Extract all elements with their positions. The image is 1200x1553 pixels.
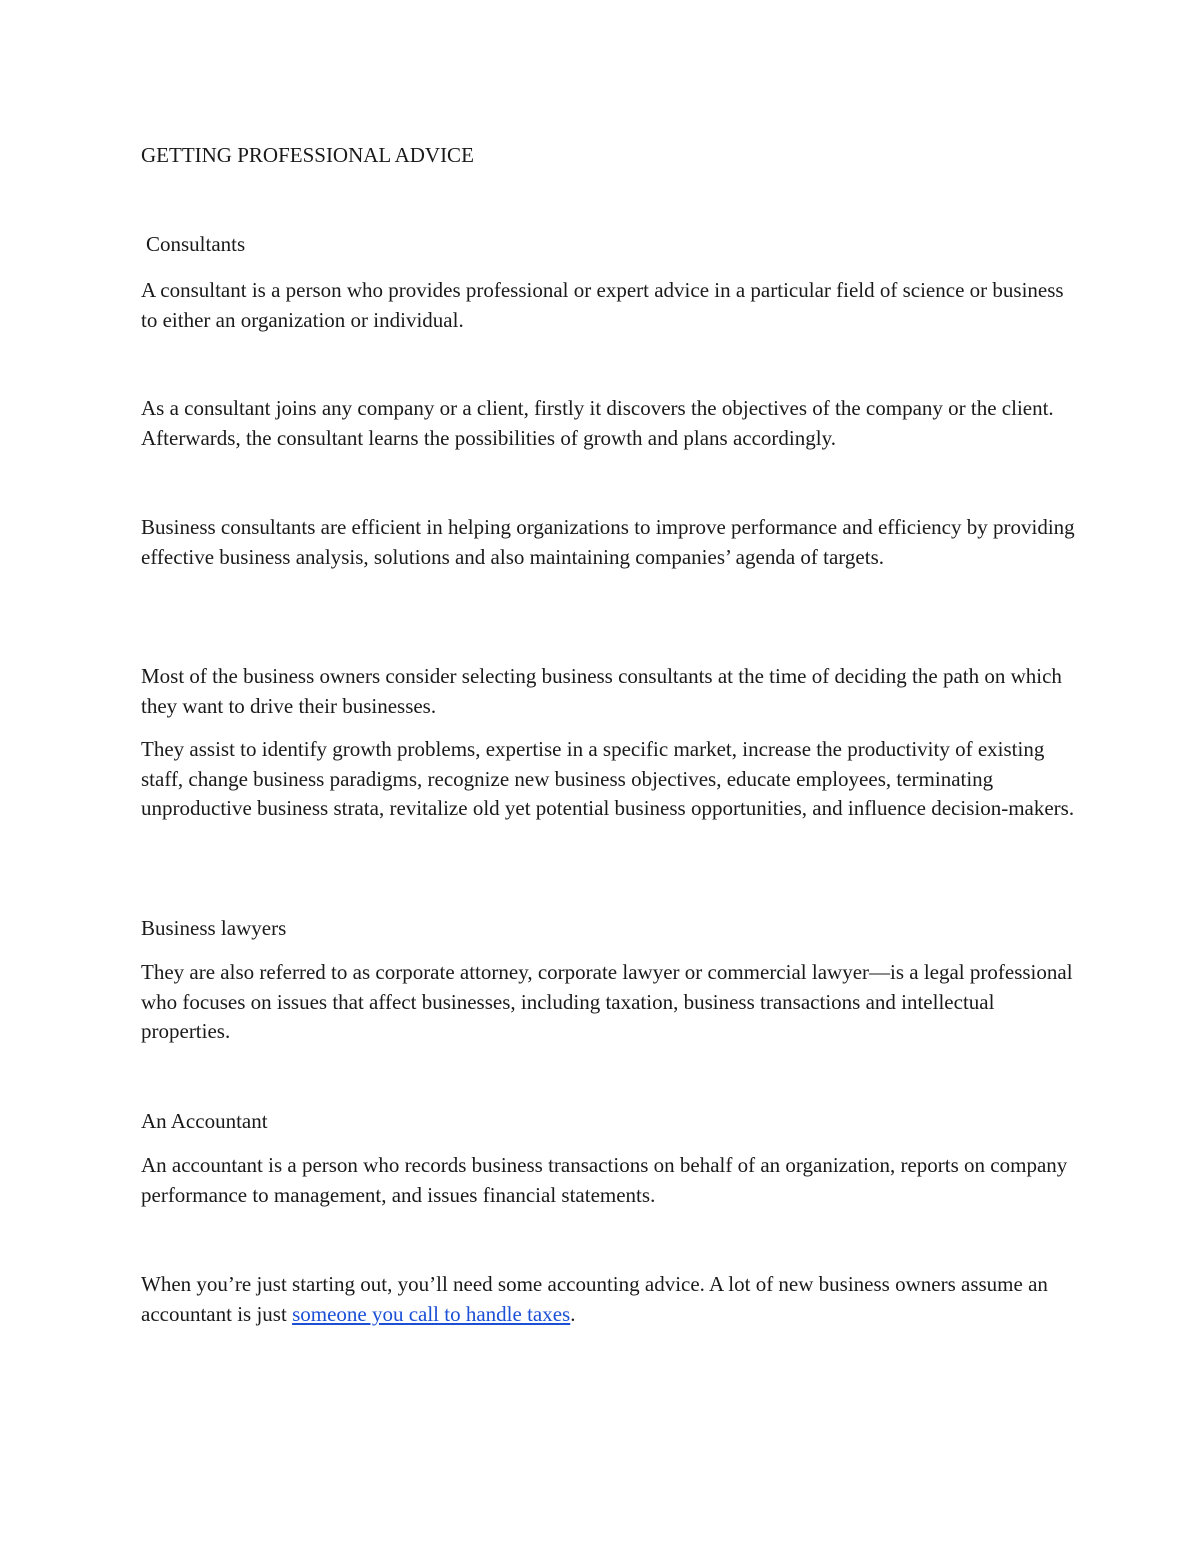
lawyers-paragraph-1: They are also referred to as corporate attorney, corporate lawyer or commercial lawyer—is a legal professional who focuses on issues that affect businesses, including taxation, business transactions and intellectual properties. xyxy=(141,960,1073,1043)
accountant-paragraph-2-end: . xyxy=(570,1301,576,1326)
handle-taxes-link[interactable]: someone you call to handle taxes xyxy=(292,1301,571,1326)
section-heading-consultants: Consultants xyxy=(146,232,246,256)
accountant-paragraph-2 xyxy=(141,1270,1081,1329)
accountant-paragraph-2-text: When you’re just starting out, you’ll need some accounting advice. A lot of new business owners assume an accountant is just xyxy=(141,1272,1048,1326)
section-heading-accountant: An Accountant xyxy=(141,1109,268,1133)
consultants-paragraph-4: Most of the business owners consider selecting business consultants at the time of deciding the path on which they want to drive their businesses. xyxy=(141,664,1062,718)
consultants-paragraph-2: As a consultant joins any company or a client, firstly it discovers the objectives of the company or the client. Afterwards, the consultant learns the possibilities of growth and plans accordingly. xyxy=(141,396,1054,450)
consultants-paragraph-5: They assist to identify growth problems, expertise in a specific market, increase the productivity of existing staff, change business paradigms, recognize new business objectives, educate employees, terminating unproductive business strata, revitalize old yet potential business opportunities, and influence decision-makers. xyxy=(141,737,1075,820)
document-title: GETTING PROFESSIONAL ADVICE xyxy=(141,143,474,167)
accountant-paragraph-1: An accountant is a person who records business transactions on behalf of an organization, reports on company performance to management, and issues financial statements. xyxy=(141,1153,1068,1207)
consultants-paragraph-1: A consultant is a person who provides professional or expert advice in a particular field of science or business to either an organization or individual. xyxy=(141,278,1064,332)
consultants-paragraph-3: Business consultants are efficient in helping organizations to improve performance and efficiency by providing effective business analysis, solutions and also maintaining companies’ agenda of targets. xyxy=(141,515,1075,569)
section-heading-business-lawyers: Business lawyers xyxy=(141,916,287,940)
